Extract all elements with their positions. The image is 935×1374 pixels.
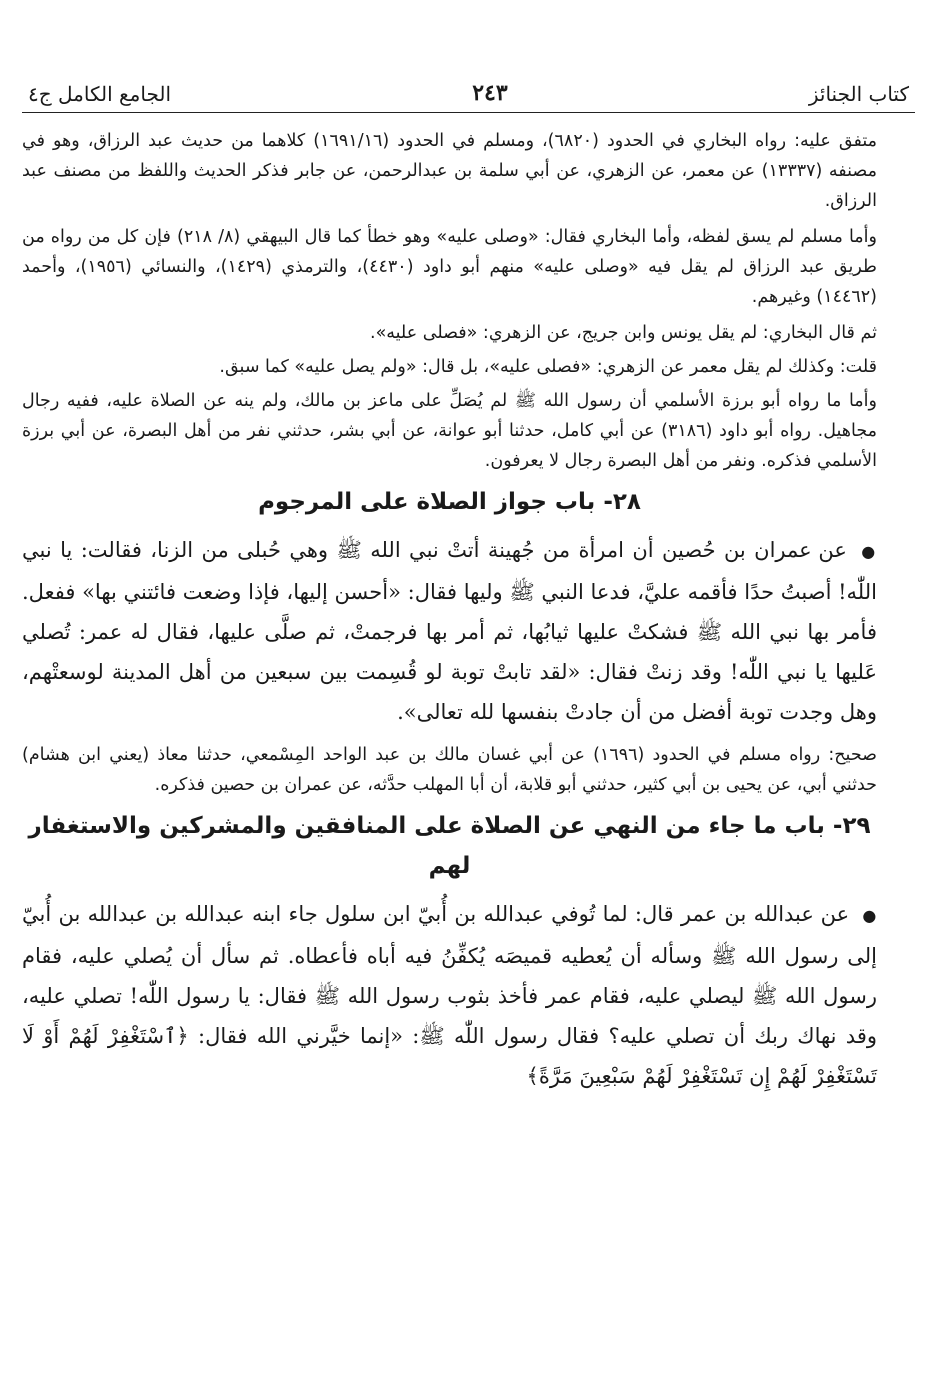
page-content — [22, 126, 877, 1104]
footnote-paragraph: قلت: وكذلك لم يقل معمر عن الزهري: «فصلى عليه»، بل قال: «ولم يصل عليه» كما سبق. — [219, 357, 877, 377]
section-title: باب جواز الصلاة على المرجوم — [258, 489, 596, 515]
hadith-text — [22, 530, 877, 732]
takhrij-note: صحيح: رواه مسلم في الحدود (١٦٩٦) عن أبي غسان مالك بن عبد الواحد المِسْمعي، حدثنا معاذ (يعني ابن هشام) حدثني أبي، عن يحيى بن أبي كثير، حدثني أبو قلابة، أن أبا المهلب حدَّثه، عن عمران بن حصين فذكره. — [22, 745, 877, 795]
section-heading-28 — [22, 482, 877, 522]
hadith-body: عن عبدالله بن عمر قال: لما تُوفي عبدالله بن أُبيّ ابن سلول جاء ابنه عبدالله بن عبدالله بن أُبيّ إلى رسول الله ﷺ وسأله أن يُعطيه قميصَه يُكفِّنُ فيه أباه فأعطاه. ثم سأل أن يُصلي عليه، فقام رسول الله ﷺ ليصلي عليه، فقام عمر فأخذ بثوب رسول الله ﷺ فقال: يا رسول اللّٰه! تصلي عليه، وقد نهاك ربك أن تصلي عليه؟ فقال رسول اللّٰه ﷺ: «إنما خيَّرني الله فقال: ﴿ٱسْتَغْفِرْ لَهُمْ أَوْ لَا تَسْتَغْفِرْ لَهُمْ إِن تَسْتَغْفِرْ لَهُمْ سَبْعِينَ مَرَّةً﴾ — [22, 902, 877, 1088]
page-number: ٢٤٣ — [472, 80, 508, 106]
header-chapter-title: كتاب الجنائز — [808, 82, 909, 106]
section-title: باب ما جاء من النهي عن الصلاة على المنافقين والمشركين والاستغفار لهم — [28, 813, 825, 879]
footnote-paragraph: متفق عليه: رواه البخاري في الحدود (٦٨٢٠)، ومسلم في الحدود (١٦٩١/١٦) كلاهما من حديث عبد الرزاق، وهو في مصنفه (١٣٣٣٧) عن معمر، عن الزهري، عن أبي سلمة بن عبدالرحمن، عن جابر فذكر الحديث واللفظ من مصنف عبد الرزاق. — [22, 131, 877, 211]
hadith-text — [22, 894, 877, 1096]
bullet-icon: ● — [861, 542, 877, 561]
section-heading-29 — [22, 806, 877, 886]
footnote-paragraph: ثم قال البخاري: لم يقل يونس وابن جريج، عن الزهري: «فصلى عليه». — [370, 323, 877, 343]
header-book-title: الجامع الكامل ج٤ — [28, 82, 172, 106]
bullet-icon: ● — [862, 906, 877, 925]
footnote-paragraph: وأما ما رواه أبو برزة الأسلمي أن رسول الله ﷺ لم يُصَلِّ على ماعز بن مالك، ولم ينه عن الصلاة عليه، ففيه رجال مجاهيل. رواه أبو داود (٣١٨٦) عن أبي كامل، حدثنا أبو عوانة، عن أبي بشر، حدثني نفر من أهل البصرة، عن أبي برزة الأسلمي فذكره. ونفر من أهل البصرة رجال لا يعرفون. — [22, 391, 877, 471]
section-number: ٢٩- — [832, 813, 871, 839]
page-header — [22, 62, 915, 113]
footnote-paragraph: وأما مسلم لم يسق لفظه، وأما البخاري فقال: «وصلى عليه» وهو خطأ كما قال البيهقي (٨/ ٢١٨) فإن كل من رواه من طريق عبد الرزاق لم يقل فيه «وصلى عليه» منهم أبو داود (٤٤٣٠)، والترمذي (١٤٢٩)، والنسائي (١٩٥٦)، وأحمد (١٤٤٦٢) وغيرهم. — [22, 227, 877, 307]
section-number: ٢٨- — [603, 489, 641, 515]
hadith-body: عن عمران بن حُصين أن امرأة من جُهينة أتتْ نبي الله ﷺ وهي حُبلى من الزنا، فقالت: يا نبي اللّٰه! أصبتُ حدًا فأقمه عليَّ، فدعا النبي ﷺ وليها فقال: «أحسن إليها، فإذا وضعت فائتني بها» ففعل. فأمر بها نبي الله ﷺ فشكتْ عليها ثيابُها، ثم أمر بها فرجمتْ، ثم صلَّى عليها، فقال له عمر: تُصلي عَليها يا نبي اللّٰه! وقد زنتْ فقال: «لقد تابتْ توبة لو قُسِمت بين سبعين من أهل المدينة لوسعتْهم، وهل وجدت توبة أفضل من أن جادتْ بنفسها لله تعالى». — [22, 538, 877, 724]
